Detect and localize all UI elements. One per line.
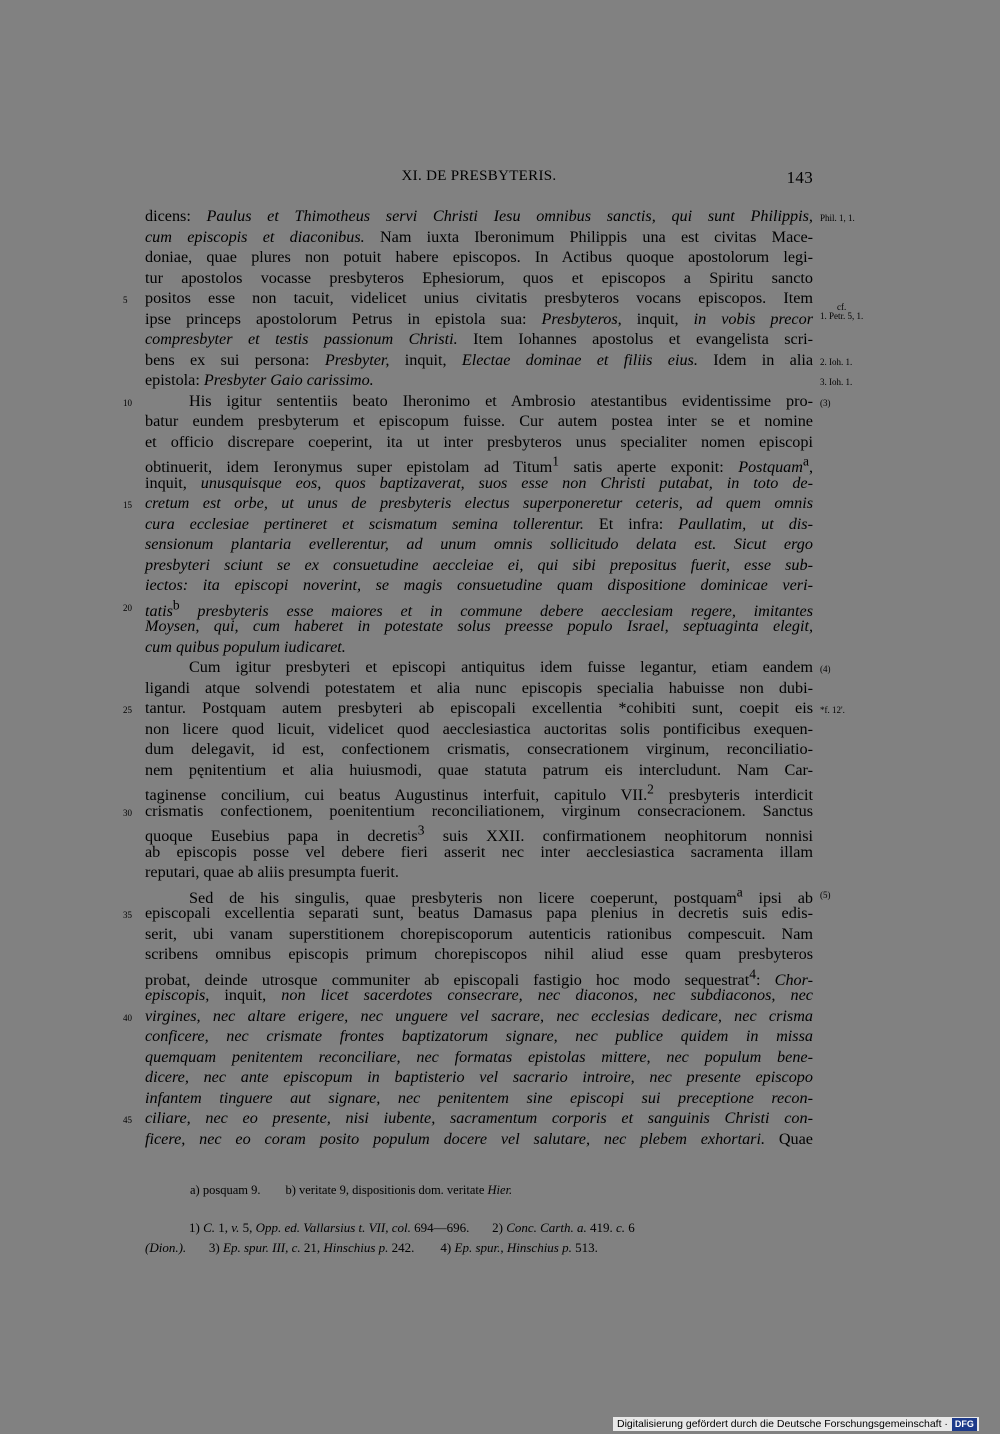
text-line	[145, 719, 813, 740]
text-line	[145, 883, 831, 907]
margin-reference: (5)	[820, 889, 831, 900]
line-text: cura ecclesiae pertineret et scismatum semina tollerentur. Et infra: Paullatim, ut dis-	[145, 514, 813, 533]
margin-reference: (3)	[820, 397, 831, 408]
text-line	[145, 534, 813, 555]
text-line	[145, 1047, 813, 1068]
text-line	[145, 555, 813, 576]
line-text: quemquam penitentem reconciliare, nec formatas epistolas mittere, nec populum bene-	[145, 1047, 813, 1066]
text-line	[123, 391, 831, 412]
line-text: dicere, nec ante episcopum in baptisterio vel sacrario introire, nec presente episcopo	[145, 1068, 813, 1086]
text-line	[145, 842, 813, 863]
line-text: serit, ubi vanam superstitionem chorepiscoporum autenticis rationibus compescuit. Nam	[145, 924, 813, 943]
text-line	[145, 514, 813, 535]
line-text: Cum igitur presbyteri et episcopi antiquitus idem fuisse legantur, etiam eandem	[189, 658, 813, 676]
line-text: ciliare, nec eo presente, nisi iubente, sacramentum corporis et sanguinis Christi con-	[145, 1109, 813, 1127]
margin-reference: 3. Ioh. 1.	[820, 377, 853, 387]
text-line	[123, 288, 813, 309]
footnote-line: 1) C. 1, v. 5, Opp. ed. Vallarsius t. VII, col. 694—696. 2) Conc. Carth. a. 419. c. 6	[189, 1220, 635, 1235]
text-line	[123, 801, 813, 822]
margin-reference: Phil. 1, 1.	[820, 213, 855, 223]
line-text: et officio discrepare coeperint, ita ut inter presbyteros unus specialiter nomen episcopi	[145, 432, 813, 451]
text-line	[145, 637, 813, 658]
line-number: 10	[123, 397, 132, 408]
text-line	[145, 616, 813, 637]
text-line	[145, 760, 813, 781]
text-line	[145, 1026, 813, 1047]
text-line	[145, 985, 813, 1006]
line-text: doniae, quae plures non potuit habere episcopos. In Actibus quoque apostolorum legi-	[145, 248, 813, 266]
line-text: conficere, nec crismate frontes baptizatorum signare, nec publice quidem in missa	[145, 1027, 813, 1045]
text-line	[145, 1088, 813, 1109]
text-line	[145, 575, 813, 596]
line-text: reputari, quae ab aliis presumpta fuerit.	[145, 863, 399, 881]
line-number: 5	[123, 295, 128, 305]
line-text: cretum est orbe, ut unus de presbyteris electus superponeretur ceteris, ad quem omnis	[145, 494, 813, 512]
credit-text: Digitalisierung gefördert durch die Deutsche Forschungsgemeinschaft ·	[617, 1418, 948, 1430]
text-line	[123, 493, 813, 514]
line-text: crismatis confectionem, poenitentium reconciliationem, virginum consecracionem. Sanctus	[145, 801, 813, 820]
text-line	[145, 370, 853, 391]
margin-reference: cf. 1. Petr. 5, 1.	[820, 301, 864, 321]
margin-reference: (4)	[820, 664, 831, 674]
line-text: cum episcopis et diaconibus. Nam iuxta Iberonimum Philippis una est civitas Mace-	[145, 227, 814, 246]
text-line	[145, 432, 813, 453]
text-line	[145, 268, 813, 289]
line-text: tatis$^b$ presbyteris esse maiores et in commune debere aecclesiam regere, imitantes	[145, 597, 814, 620]
text-line	[145, 301, 864, 330]
text-line	[145, 965, 814, 989]
dfg-logo-icon: DFG	[952, 1418, 977, 1431]
line-number: 40	[123, 1012, 132, 1023]
running-title: XI. DE PRESBYTERIS.	[401, 168, 557, 184]
line-text: bens ex sui persona: Presbyter, inquit, Electae dominae et filiis eius. Idem in alia	[145, 350, 813, 369]
text-line	[145, 739, 813, 760]
line-text: compresbyter et testis passionum Christi. Item Iohannes apostolus et evangelista scri-	[145, 330, 814, 348]
line-text: tur apostolos vocasse presbyteros Ephesiorum, quos et episcopos a Spiritu sancto	[145, 268, 813, 287]
line-text: episcopis, inquit, non licet sacerdotes consecrare, nec diaconos, nec subdiaconos, nec	[145, 986, 813, 1004]
main-text	[123, 206, 864, 1149]
text-line	[145, 1129, 813, 1150]
line-text: scribens omnibus episcopis primum chorepiscopos nihil aliud esse quam presbyteros	[145, 945, 813, 963]
text-line	[145, 1067, 813, 1088]
line-number: 35	[123, 910, 132, 920]
textual-apparatus: a) posquam 9. b) veritate 9, dispositionis dom. veritate Hier.	[190, 1183, 513, 1197]
footnote-line: (Dion.). 3) Ep. spur. III, c. 21, Hinschius p. 242. 4) Ep. spur., Hinschius p. 513.	[145, 1240, 598, 1255]
text-line	[145, 247, 813, 268]
text-line	[123, 903, 813, 924]
text-line	[145, 227, 813, 248]
line-text: epistola: Presbyter Gaio carissimo.	[145, 371, 374, 389]
line-text: obtinuerit, idem Ieronymus super epistolam ad Titum$^1$ satis aperte exponit: Postquam$^a$,	[145, 454, 813, 477]
line-text: dicens: Paulus et Thimotheus servi Christi Iesu omnibus sanctis, qui sunt Philippis,	[145, 207, 813, 225]
text-line	[145, 350, 853, 371]
line-text: batur eundem presbyterum et episcopum fuisse. Cur autem postea inter se et nomine	[145, 412, 813, 430]
text-line	[145, 862, 813, 883]
source-footnotes	[145, 1218, 813, 1258]
line-number: 30	[123, 807, 132, 818]
text-line	[145, 657, 831, 678]
text-line	[145, 821, 813, 846]
line-text: probat, deinde utrosque communiter ab episcopali fastigio hoc modo sequestrat$^4$: Chor-	[145, 966, 814, 989]
line-text: infantem tinguere aut signare, nec penitentem sine episcopi sui preceptione recon-	[145, 1088, 813, 1107]
line-text: sensionum plantaria evellerentur, ad unum omnis sollicitudo delata est. Sicut ergo	[145, 535, 813, 553]
text-line	[145, 944, 813, 965]
line-text: non licere quod licuit, videlicet quod aecclesiastica auctoritas solis pontificibus exequen-	[145, 719, 813, 738]
line-text: ipse princeps apostolorum Petrus in epistola sua: Presbyteros, inquit, in vobis precor	[145, 309, 813, 328]
line-text: quoque Eusebius papa in decretis$^3$ suis XXII. confirmationem neophitorum nonnisi	[145, 823, 813, 846]
line-text: presbyteri sciunt se ex consuetudine aeccleiae ei, qui sibi prepositus fuerit, esse sub-	[145, 555, 813, 574]
line-text: virgines, nec altare erigere, nec unguere vel sacrare, nec ecclesias dedicare, nec crisma	[145, 1006, 813, 1025]
line-text: iectos: ita episcopi noverint, se magis consuetudine quam dispositione dominicae veri-	[145, 576, 813, 594]
text-line	[145, 678, 813, 699]
text-line	[123, 1006, 813, 1027]
line-text: Sed de his singulis, quae presbyteris non licere coeperunt, postquam$^a$ ipsi ab	[189, 884, 813, 907]
page-number: 143	[786, 168, 813, 187]
running-header	[145, 168, 813, 192]
text-line	[145, 206, 855, 227]
line-text: Moysen, qui, cum haberet in potestate solus preesse populo Israel, septuaginta elegit,	[145, 617, 813, 635]
digitization-credit	[613, 1417, 979, 1431]
line-text: taginense concilium, cui beatus Augustinus interfuit, capitulo VII.$^2$ presbyteris interdicit	[145, 782, 813, 805]
text-line	[123, 1108, 813, 1129]
text-line	[145, 924, 813, 945]
line-text: ficere, nec eo coram posito populum docere vel salutare, nec plebem exhortari. Quae	[145, 1129, 813, 1148]
text-line	[123, 596, 814, 620]
line-number: 45	[123, 1115, 132, 1125]
line-number: 20	[123, 602, 132, 613]
line-text: cum quibus populum iudicaret.	[145, 637, 346, 656]
line-text: episcopali excellentia separati sunt, beatus Damasus papa plenius in decretis suis edis-	[145, 904, 813, 922]
line-number: 15	[123, 500, 132, 510]
line-text: positos esse non tacuit, videlicet unius civitatis presbyteros vocans episcopos. Item	[145, 289, 813, 307]
line-text: nem pęnitentium et alia huiusmodi, quae statuta patrum eis intercludunt. Nam Car-	[145, 760, 813, 779]
text-line	[145, 780, 813, 805]
text-line	[145, 473, 813, 494]
line-text: ab episcopis posse vel debere fieri asserit nec inter aecclesiastica sacramenta illam	[145, 842, 813, 861]
margin-reference: 2. Ioh. 1.	[820, 356, 853, 367]
margin-reference: *f. 12'.	[820, 705, 845, 715]
line-text: dum delegavit, id est, confectionem crismatis, consecrationem virginum, reconciliatio-	[145, 740, 813, 758]
line-text: His igitur sententiis beato Iheronimo et Ambrosio atestantibus evidentissime pro-	[189, 391, 813, 410]
line-number: 25	[123, 705, 132, 715]
line-text: ligandi atque solvendi potestatem et alia nunc episcopis specialia habuisse non dubi-	[145, 678, 813, 697]
text-line	[145, 452, 813, 477]
line-text: tantur. Postquam autem presbyteri ab episcopali excellentia *cohibiti sunt, coepit eis	[145, 699, 813, 717]
line-text: inquit, unusquisque eos, quos baptizaverat, suos esse non Christi putabat, in toto de-	[145, 473, 813, 492]
text-line	[145, 329, 813, 350]
text-line	[145, 411, 813, 432]
text-line	[123, 698, 845, 719]
